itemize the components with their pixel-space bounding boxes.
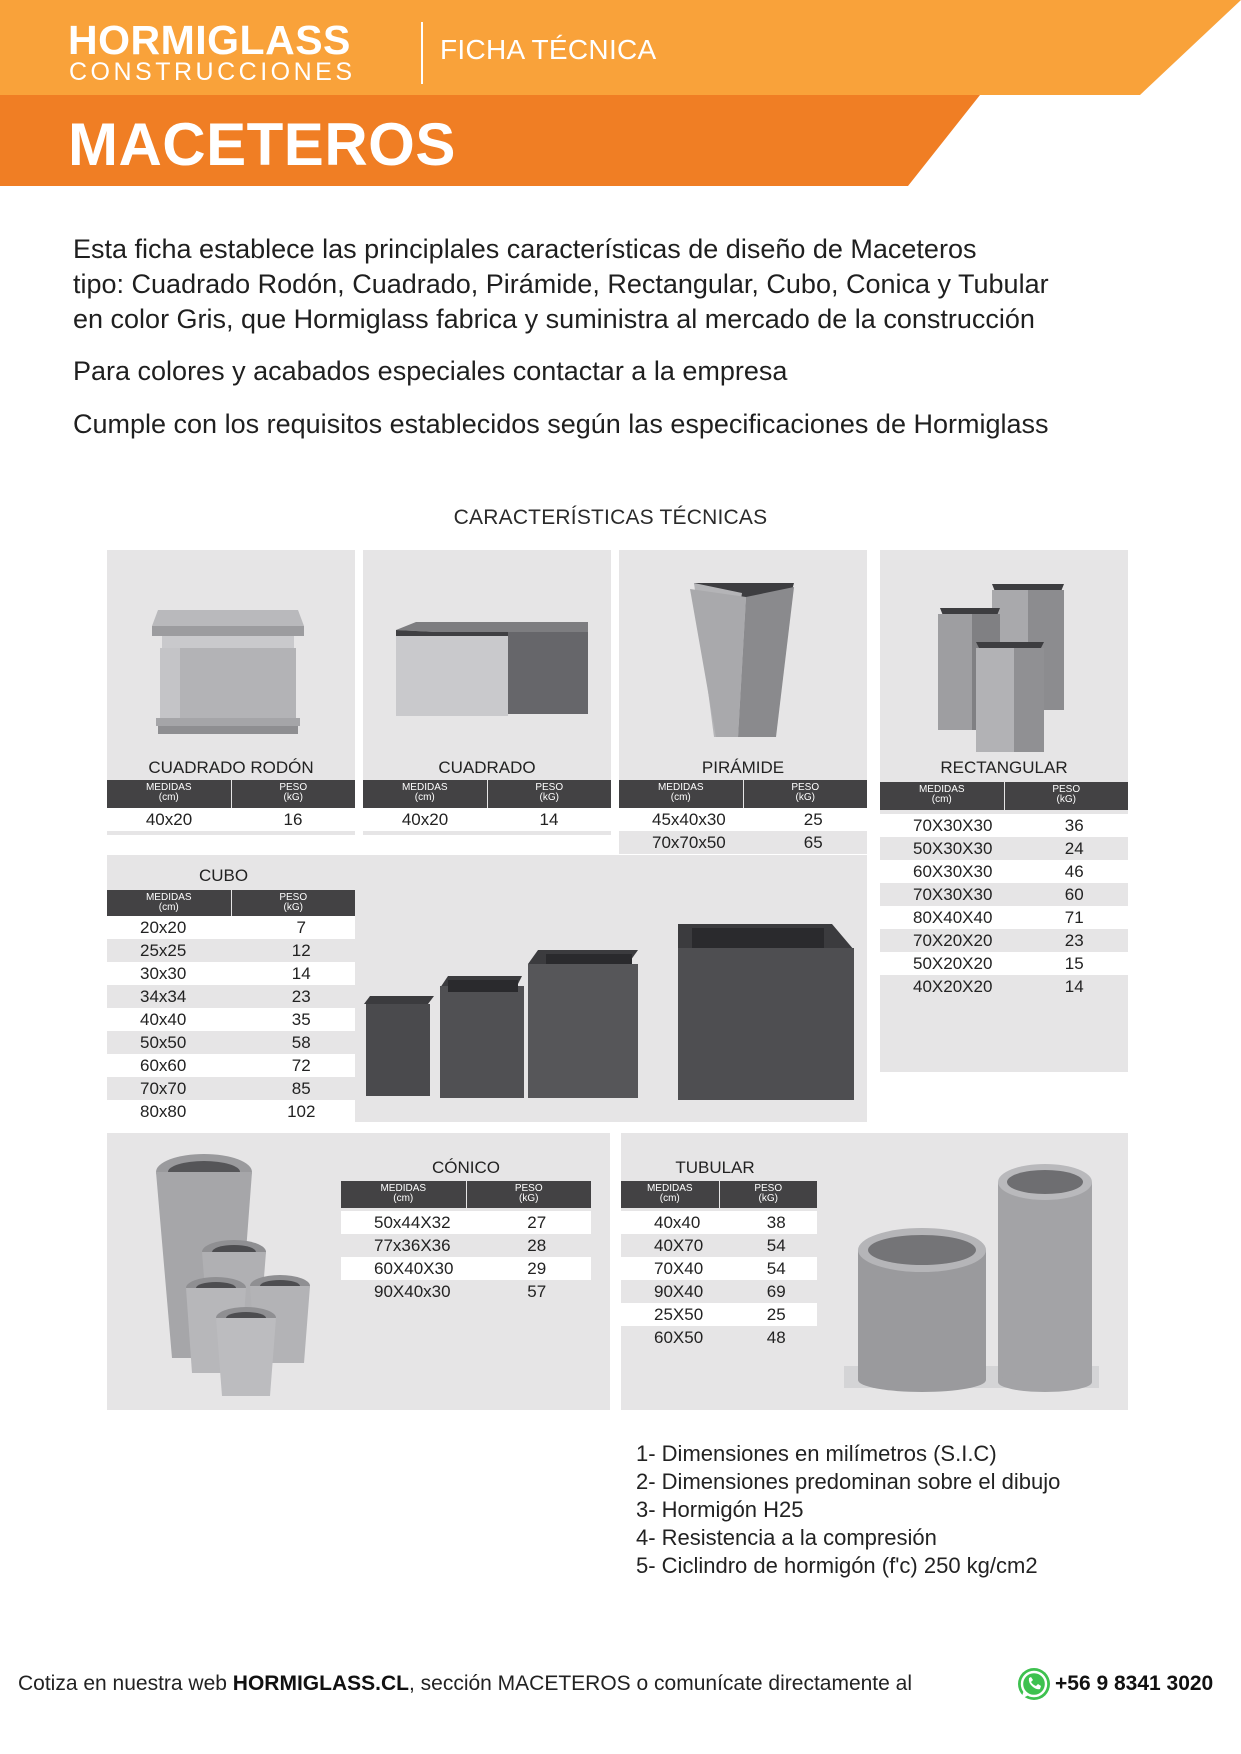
cell-peso: 16 — [283, 810, 303, 829]
footer-pre: Cotiza en nuestra web — [18, 1672, 233, 1695]
cell-peso: 60 — [1064, 885, 1084, 904]
col-peso: PESO (kG) — [743, 780, 868, 808]
table-row — [621, 1234, 817, 1257]
col-medidas: MEDIDAS (cm) — [657, 782, 704, 803]
table-row — [880, 929, 1128, 952]
cell-peso: 14 — [1064, 977, 1084, 996]
cell-peso: 28 — [527, 1236, 547, 1255]
cell-peso: 29 — [527, 1259, 547, 1278]
cuadrado-image — [396, 622, 588, 718]
table-row — [363, 808, 611, 831]
cell-medidas: 60x60 — [140, 1056, 187, 1075]
cell-peso: 25 — [803, 810, 823, 829]
brand-subtitle: CONSTRUCCIONES — [69, 58, 356, 86]
table-row — [880, 975, 1128, 998]
cell-medidas: 45x40x30 — [652, 810, 726, 829]
cell-medidas: 34x34 — [140, 987, 187, 1006]
page-title: MACETEROS — [68, 111, 456, 178]
cell-medidas: 40x40 — [140, 1010, 187, 1029]
whatsapp-icon[interactable] — [1016, 1666, 1052, 1702]
rectangular-title: RECTANGULAR — [940, 758, 1068, 777]
cell-medidas: 80X40X40 — [913, 908, 993, 927]
table-header — [107, 780, 355, 808]
table-row — [621, 1326, 817, 1349]
cell-peso: 71 — [1064, 908, 1084, 927]
cell-peso: 69 — [766, 1282, 786, 1301]
intro-line-5: Cumple con los requisitos establecidos según las especificaciones de Hormiglass — [73, 409, 1049, 439]
doc-type: FICHA TÉCNICA — [440, 34, 657, 65]
cell-peso: 23 — [291, 987, 311, 1006]
intro-line-2: tipo: Cuadrado Rodón, Cuadrado, Pirámide, Rectangular, Cubo, Conica y Tubular — [73, 269, 1049, 299]
conico-image — [150, 1148, 316, 1398]
col-medidas: MEDIDAS (cm) — [401, 782, 448, 803]
cell-medidas: 90X40 — [654, 1282, 704, 1301]
brand-name: HORMIGLASS — [68, 17, 351, 63]
intro-line-1: Esta ficha establece las principlales características de diseño de Maceteros — [73, 234, 977, 264]
table-row — [621, 1280, 817, 1303]
cuadrado-table — [363, 780, 611, 831]
table-row — [107, 985, 355, 1008]
cell-medidas: 25x25 — [140, 941, 187, 960]
tubular-table — [621, 1181, 817, 1349]
rectangular-table — [880, 782, 1128, 998]
cell-medidas: 40X70 — [654, 1236, 704, 1255]
col-peso: PESO (kG) — [231, 780, 356, 808]
cuadrado-rodon-table — [107, 780, 355, 831]
section-title: CARACTERÍSTICAS TÉCNICAS — [453, 506, 768, 529]
cell-medidas: 60X40X30 — [374, 1259, 454, 1278]
col-peso: PESO (kG) — [719, 1181, 818, 1208]
tubular-title: TUBULAR — [675, 1158, 755, 1177]
col-medidas: MEDIDAS (cm) — [646, 1183, 693, 1204]
conico-table — [341, 1181, 591, 1303]
notes-list — [636, 1440, 1060, 1580]
col-peso: PESO (kG) — [487, 780, 612, 808]
cell-medidas: 70x70 — [140, 1079, 187, 1098]
cell-medidas: 50x44X32 — [374, 1213, 451, 1232]
footer-text — [18, 1672, 912, 1696]
note-4: 4- Resistencia a la compresión — [636, 1525, 937, 1550]
cell-peso: 85 — [291, 1079, 311, 1098]
header-divider — [421, 22, 423, 84]
cell-peso: 58 — [291, 1033, 311, 1052]
table-row — [619, 831, 867, 854]
cell-peso: 12 — [291, 941, 311, 960]
table-row — [341, 1257, 591, 1280]
note-2: 2- Dimensiones predominan sobre el dibujo — [636, 1469, 1061, 1494]
website-link[interactable]: HORMIGLASS.CL — [232, 1672, 409, 1695]
cell-peso: 46 — [1064, 862, 1084, 881]
table-row — [107, 1100, 355, 1123]
table-row — [107, 1054, 355, 1077]
intro-line-3: en color Gris, que Hormiglass fabrica y suministra al mercado de la construcción — [73, 304, 1035, 334]
col-medidas: MEDIDAS (cm) — [380, 1183, 427, 1204]
cell-medidas: 20x20 — [140, 918, 187, 937]
cell-peso: 25 — [766, 1305, 786, 1324]
table-row — [621, 1303, 817, 1326]
cell-medidas: 77x36X36 — [374, 1236, 451, 1255]
table-header — [107, 890, 355, 916]
table-row — [621, 1257, 817, 1280]
cubo-title: CUBO — [198, 866, 249, 885]
cell-medidas: 80x80 — [140, 1102, 187, 1121]
cell-peso: 72 — [291, 1056, 311, 1075]
cell-medidas: 25X50 — [654, 1305, 704, 1324]
rectangular-image — [936, 580, 1068, 752]
cell-peso: 15 — [1064, 954, 1084, 973]
cell-medidas: 40X20X20 — [913, 977, 993, 996]
col-peso: PESO (kG) — [466, 1181, 592, 1208]
table-row — [619, 808, 867, 831]
cell-peso: 102 — [287, 1102, 316, 1121]
cuadrado-rodon-image — [150, 598, 306, 738]
cell-peso: 14 — [539, 810, 559, 829]
cell-medidas: 40x40 — [654, 1213, 701, 1232]
cell-peso: 36 — [1064, 816, 1084, 835]
table-header — [880, 782, 1128, 810]
cell-peso: 23 — [1064, 931, 1084, 950]
footer-post: , sección MACETEROS o comunícate directamente al — [408, 1672, 913, 1695]
cell-medidas: 90X40x30 — [374, 1282, 451, 1301]
cell-medidas: 30x30 — [140, 964, 187, 983]
cell-peso: 57 — [527, 1282, 547, 1301]
table-row — [621, 1211, 817, 1234]
cell-peso: 7 — [296, 918, 306, 937]
table-header — [621, 1181, 817, 1208]
cuadrado-title: CUADRADO — [438, 758, 536, 777]
cell-medidas: 70X30X30 — [913, 885, 993, 904]
table-row — [880, 860, 1128, 883]
table-row — [880, 814, 1128, 837]
table-row — [107, 962, 355, 985]
note-3: 3- Hormigón H25 — [636, 1497, 804, 1522]
table-row — [107, 808, 355, 831]
table-header — [341, 1181, 591, 1208]
table-header — [619, 780, 867, 808]
cell-medidas: 70X20X20 — [913, 931, 993, 950]
note-5: 5- Ciclindro de hormigón (f'c) 250 kg/cm2 — [636, 1553, 1038, 1578]
table-header — [363, 780, 611, 808]
cubo-image — [362, 920, 860, 1102]
table-row — [341, 1234, 591, 1257]
table-row — [107, 916, 355, 939]
cubo-table — [107, 890, 355, 1123]
cell-medidas: 50X20X20 — [913, 954, 993, 973]
table-row — [107, 1031, 355, 1054]
cell-peso: 24 — [1064, 839, 1084, 858]
tubular-image — [844, 1160, 1102, 1392]
table-row — [880, 952, 1128, 975]
cell-medidas: 50x50 — [140, 1033, 187, 1052]
cell-peso: 14 — [291, 964, 311, 983]
cell-peso: 65 — [803, 833, 823, 852]
col-medidas: MEDIDAS (cm) — [145, 782, 192, 803]
cell-medidas: 50X30X30 — [913, 839, 993, 858]
cell-medidas: 70x70x50 — [652, 833, 726, 852]
cuadrado-rodon-title: CUADRADO RODÓN — [148, 758, 314, 777]
cell-peso: 27 — [527, 1213, 547, 1232]
intro-line-4: Para colores y acabados especiales contactar a la empresa — [73, 356, 788, 386]
cell-medidas: 70X30X30 — [913, 816, 993, 835]
piramide-title: PIRÁMIDE — [701, 758, 785, 777]
cell-peso: 35 — [291, 1010, 311, 1029]
table-row — [880, 837, 1128, 860]
cell-medidas: 60X30X30 — [913, 862, 993, 881]
table-row — [880, 883, 1128, 906]
table-row — [880, 906, 1128, 929]
table-row — [107, 1008, 355, 1031]
cell-medidas: 40x20 — [401, 810, 449, 829]
col-peso: PESO (kG) — [231, 890, 356, 916]
col-peso: PESO (kG) — [1004, 782, 1129, 810]
cell-peso: 38 — [766, 1213, 786, 1232]
piramide-image — [690, 583, 796, 737]
col-medidas: MEDIDAS (cm) — [918, 784, 965, 805]
cell-medidas: 70X40 — [654, 1259, 704, 1278]
table-row — [107, 939, 355, 962]
phone-number[interactable]: +56 9 8341 3020 — [1055, 1672, 1214, 1695]
cell-peso: 54 — [766, 1259, 786, 1278]
cell-peso: 48 — [766, 1328, 786, 1347]
note-1: 1- Dimensiones en milímetros (S.I.C) — [636, 1441, 997, 1466]
col-medidas: MEDIDAS (cm) — [145, 892, 192, 913]
table-row — [107, 1077, 355, 1100]
cell-medidas: 60X50 — [654, 1328, 704, 1347]
conico-title: CÓNICO — [432, 1158, 500, 1177]
cell-peso: 54 — [766, 1236, 786, 1255]
table-row — [341, 1280, 591, 1303]
cell-medidas: 40x20 — [145, 810, 193, 829]
table-row — [341, 1211, 591, 1234]
